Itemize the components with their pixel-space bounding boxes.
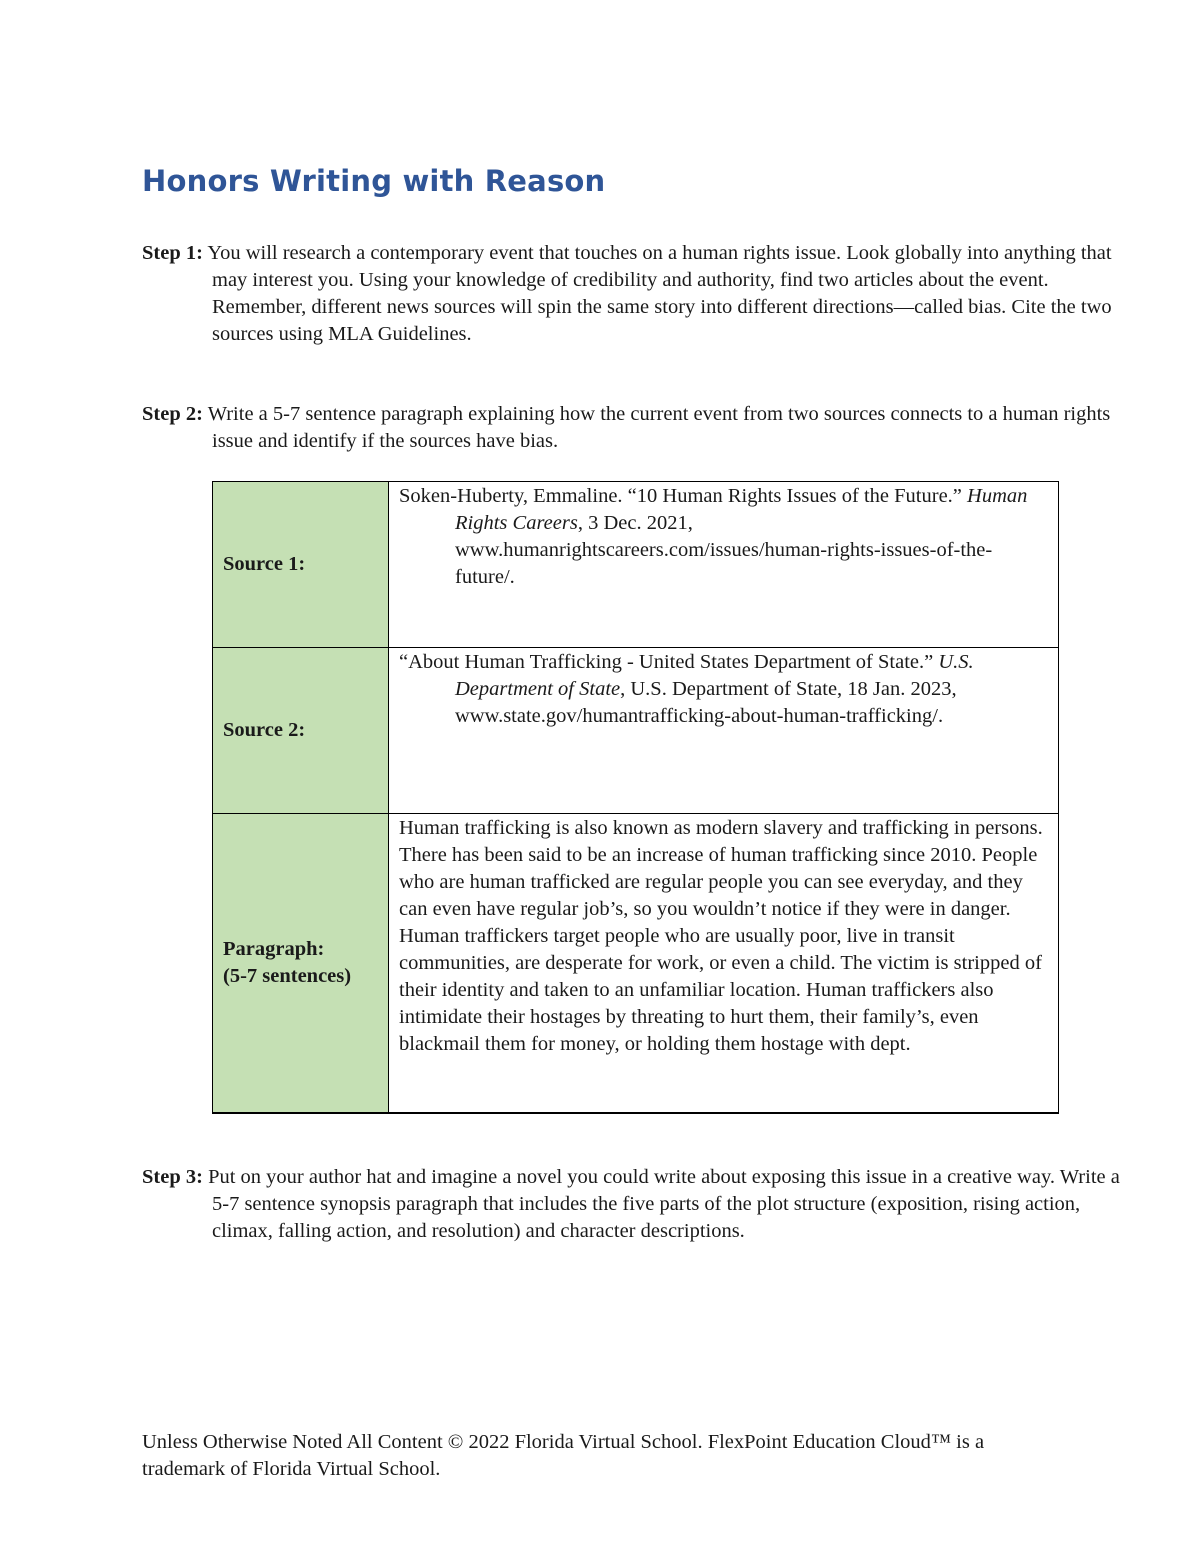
step-2 [142, 401, 1137, 455]
step-2-label: Step 2: [142, 403, 203, 425]
step-3-text: Put on your author hat and imagine a novel you could write about exposing this issue in a creative way. Write a 5-7 sentence synopsis paragraph that includes the five parts of the plot structure (exposition, rising action, climax, falling action, and resolution) and character descriptions. [208, 1166, 1120, 1242]
source-1-cite-title: Human Rights Careers [455, 485, 1028, 534]
step-1-label: Step 1: [142, 242, 203, 264]
source-2-cite-pre: “About Human Trafficking - United States Department of State.” [399, 651, 939, 673]
step-2-text: Write a 5-7 sentence paragraph explaining how the current event from two sources connects to a human rights issue and identify if the sources have bias. [207, 403, 1111, 452]
paragraph-cell[interactable] [389, 814, 1059, 1114]
source-2-cite-post: , U.S. Department of State, 18 Jan. 2023, www.state.gov/humantrafficking-about-human-trafficking/. [455, 678, 957, 727]
source-2-label: Source 2: [213, 648, 389, 814]
source-1-label: Source 1: [213, 482, 389, 648]
step-3-label: Step 3: [142, 1166, 203, 1188]
paragraph-label [213, 814, 389, 1114]
source-1-cell[interactable] [389, 482, 1059, 648]
source-1-cite-post: , 3 Dec. 2021, www.humanrightscareers.com/issues/human-rights-issues-of-the-future/. [455, 512, 993, 588]
source-1-citation [399, 483, 1048, 591]
step-1-text: You will research a contemporary event that touches on a human rights issue. Look globally into anything that may interest you. Using your knowledge of credibility and authority, find two articles about the event. Remember, different news sources will spin the same story into different directions—called bias. Cite the two sources using MLA Guidelines. [207, 242, 1112, 345]
page-title: Honors Writing with Reason [142, 164, 606, 198]
paragraph-label-line-2: (5-7 sentences) [223, 965, 352, 987]
step-3 [142, 1164, 1137, 1245]
step-1 [142, 240, 1137, 348]
paragraph-label-line-1: Paragraph: [223, 938, 325, 960]
source-2-citation [399, 649, 1048, 730]
paragraph-text: Human trafficking is also known as modern slavery and trafficking in persons. There has been said to be an increase of human trafficking since 2010. People who are human trafficked are regular people you can see everyday, and they can even have regular job’s, so you wouldn’t notice if they were in danger. Human traffickers target people who are usually poor, live in transit communities, are desperate for work, or even a child. The victim is stripped of their identity and taken to an unfamiliar location. Human traffickers also intimidate their hostages by threating to hurt them, their family’s, even blackmail them for money, or holding them hostage with dept. [399, 817, 1043, 1055]
table-row-source-1 [213, 482, 1059, 648]
source-2-cell[interactable] [389, 648, 1059, 814]
copyright-footer: Unless Otherwise Noted All Content © 2022 Florida Virtual School. FlexPoint Education Cloud™ is a trademark of Florida Virtual School. [142, 1431, 985, 1480]
table-row-source-2 [213, 648, 1059, 814]
table-row-paragraph [213, 814, 1059, 1114]
source-2-cite-title: U.S. Department of State [455, 651, 974, 700]
sources-table [212, 481, 1059, 1114]
source-1-cite-pre: Soken-Huberty, Emmaline. “10 Human Rights Issues of the Future.” [399, 485, 968, 507]
